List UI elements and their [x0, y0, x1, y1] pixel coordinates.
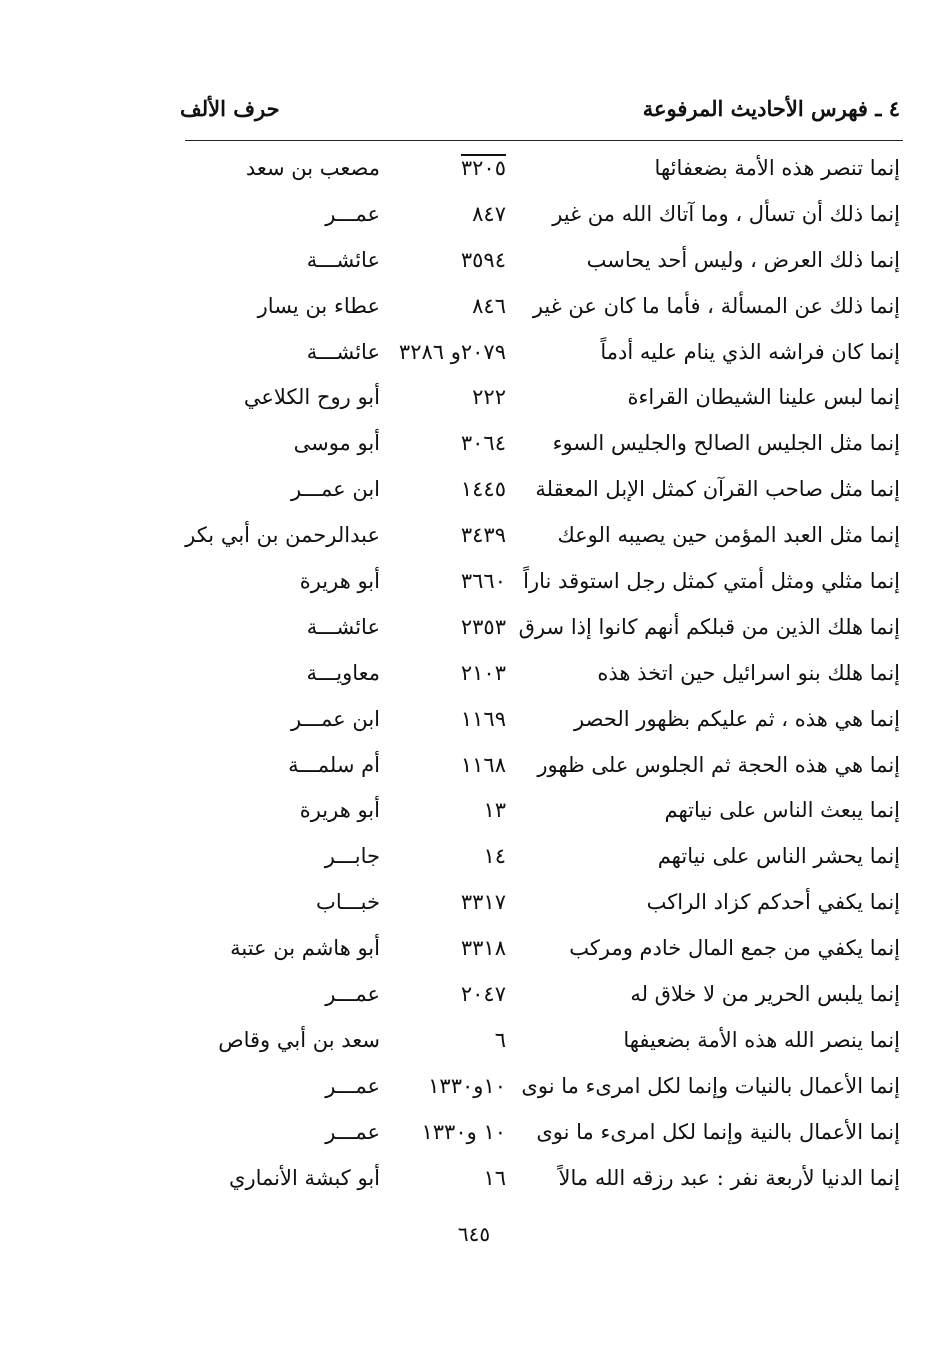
list-item	[0, 978, 948, 1024]
narrator: أبو موسى	[293, 431, 380, 456]
hadith-text: إنما هلك الذين من قبلكم أنهم كانوا إذا سرق	[518, 614, 900, 639]
hadith-number: ٢٢٢	[472, 385, 506, 410]
hadith-text: إنما مثلي ومثل أمتي كمثل رجل استوقد ناراً	[523, 569, 900, 594]
hadith-text: إنما يحشر الناس على نياتهم	[657, 844, 900, 869]
hadith-number: ١١٦٩	[460, 706, 506, 731]
hadith-number: ٢٠٧٩و ٣٢٨٦	[398, 339, 506, 364]
hadith-index-list	[0, 152, 948, 1207]
list-item	[0, 336, 948, 382]
page-header	[180, 96, 900, 136]
narrator: أبو روح الكلاعي	[243, 385, 380, 410]
narrator: معاويـــة	[306, 660, 380, 685]
narrator: أبو هريرة	[299, 798, 380, 823]
hadith-number: ١٣	[483, 798, 506, 823]
narrator: أبو هريرة	[299, 569, 380, 594]
list-item	[0, 932, 948, 978]
list-item	[0, 657, 948, 703]
narrator: ابن عمـــر	[290, 706, 380, 731]
narrator: عمـــر	[325, 1073, 380, 1098]
hadith-number: ١١٦٨	[460, 752, 506, 777]
narrator: أم سلمـــة	[288, 752, 380, 777]
narrator: عمـــر	[325, 1119, 380, 1144]
hadith-text: إنما مثل العبد المؤمن حين يصيبه الوعك	[557, 523, 900, 548]
hadith-text: إنما تنصر هذه الأمة بضعفائها	[654, 156, 900, 180]
hadith-text: إنما يكفي أحدكم كزاد الراكب	[646, 890, 900, 915]
narrator: أبو كبشة الأنماري	[229, 1165, 380, 1190]
hadith-text: إنما مثل الجليس الصالح والجليس السوء	[552, 431, 900, 456]
list-item	[0, 290, 948, 336]
narrator: عمـــر	[325, 982, 380, 1007]
narrator: عمـــر	[325, 201, 380, 226]
hadith-text: إنما يبعث الناس على نياتهم	[664, 798, 900, 823]
list-item	[0, 1024, 948, 1070]
hadith-text: إنما لبس علينا الشيطان القراءة	[627, 385, 900, 410]
list-item	[0, 244, 948, 290]
list-item	[0, 794, 948, 840]
page-number: ٦٤٥	[457, 1222, 491, 1246]
hadith-text: إنما هلك بنو اسرائيل حين اتخذ هذه	[597, 660, 900, 685]
narrator: عائشـــة	[306, 247, 380, 272]
list-item	[0, 152, 948, 198]
hadith-number: ٨٤٧	[472, 201, 506, 226]
list-item	[0, 427, 948, 473]
hadith-number: ٣٠٦٤	[460, 431, 506, 456]
hadith-text: إنما هي هذه الحجة ثم الجلوس على ظهور	[537, 752, 900, 777]
hadith-number: ٣٣١٨	[460, 936, 506, 961]
narrator: عبدالرحمن بن أبي بكر	[185, 523, 380, 548]
list-item	[0, 840, 948, 886]
narrator: مصعب بن سعد	[245, 156, 380, 180]
hadith-number: ١٤	[483, 844, 506, 869]
narrator: سعد بن أبي وقاص	[218, 1027, 380, 1052]
hadith-text: إنما الدنيا لأربعة نفر : عبد رزقه الله مالاً	[558, 1165, 900, 1190]
narrator: ابن عمـــر	[290, 477, 380, 502]
letter-heading: حرف الألف	[180, 96, 280, 121]
narrator: جابـــر	[324, 844, 380, 869]
hadith-number: ٨٤٦	[472, 293, 506, 318]
list-item	[0, 473, 948, 519]
hadith-number: ١٦	[483, 1165, 506, 1190]
hadith-text: إنما ذلك العرض ، وليس أحد يحاسب	[586, 247, 900, 272]
hadith-number: ٢٠٤٧	[460, 982, 506, 1007]
narrator: عائشـــة	[306, 339, 380, 364]
hadith-number: ٢٣٥٣	[460, 614, 506, 639]
hadith-text: إنما الأعمال بالنيات وإنما لكل امرىء ما نوى	[521, 1073, 900, 1098]
hadith-number: ١٠ و١٣٣٠	[421, 1119, 506, 1144]
list-item	[0, 886, 948, 932]
narrator: أبو هاشم بن عتبة	[230, 936, 380, 961]
list-item	[0, 611, 948, 657]
list-item	[0, 1070, 948, 1116]
hadith-text: إنما ذلك عن المسألة ، فأما ما كان عن غير	[532, 293, 900, 318]
hadith-text: إنما ينصر الله هذه الأمة بضعيفها	[623, 1027, 900, 1052]
hadith-number: ١٤٤٥	[460, 477, 506, 502]
list-item	[0, 198, 948, 244]
list-item	[0, 519, 948, 565]
hadith-text: إنما الأعمال بالنية وإنما لكل امرىء ما نوى	[536, 1119, 900, 1144]
section-title: ٤ ـ فهرس الأحاديث المرفوعة	[642, 96, 900, 121]
hadith-text: إنما كان فراشه الذي ينام عليه أدماً	[600, 339, 900, 364]
hadith-number: ٣٦٦٠	[460, 569, 506, 594]
list-item	[0, 703, 948, 749]
hadith-text: إنما مثل صاحب القرآن كمثل الإبل المعقلة	[535, 477, 900, 502]
hadith-number: ٣٢٠٥	[460, 156, 506, 180]
list-item	[0, 381, 948, 427]
narrator: عائشـــة	[306, 614, 380, 639]
narrator: عطاء بن يسار	[257, 293, 380, 318]
header-rule	[185, 140, 903, 141]
hadith-number: ٣٤٣٩	[460, 523, 506, 548]
list-item	[0, 565, 948, 611]
hadith-text: إنما هي هذه ، ثم عليكم بظهور الحصر	[574, 706, 900, 731]
list-item	[0, 1116, 948, 1162]
hadith-number: ٣٣١٧	[460, 890, 506, 915]
hadith-number: ٦	[494, 1027, 506, 1052]
hadith-number: ٢١٠٣	[460, 660, 506, 685]
hadith-text: إنما يلبس الحرير من لا خلاق له	[630, 982, 900, 1007]
hadith-number: ١٠و١٣٣٠	[428, 1073, 506, 1098]
narrator: خبـــاب	[316, 890, 380, 915]
hadith-text: إنما ذلك أن تسأل ، وما آتاك الله من غير	[552, 201, 900, 226]
list-item	[0, 1162, 948, 1208]
list-item	[0, 749, 948, 795]
hadith-number: ٣٥٩٤	[460, 247, 506, 272]
hadith-text: إنما يكفي من جمع المال خادم ومركب	[569, 936, 900, 961]
